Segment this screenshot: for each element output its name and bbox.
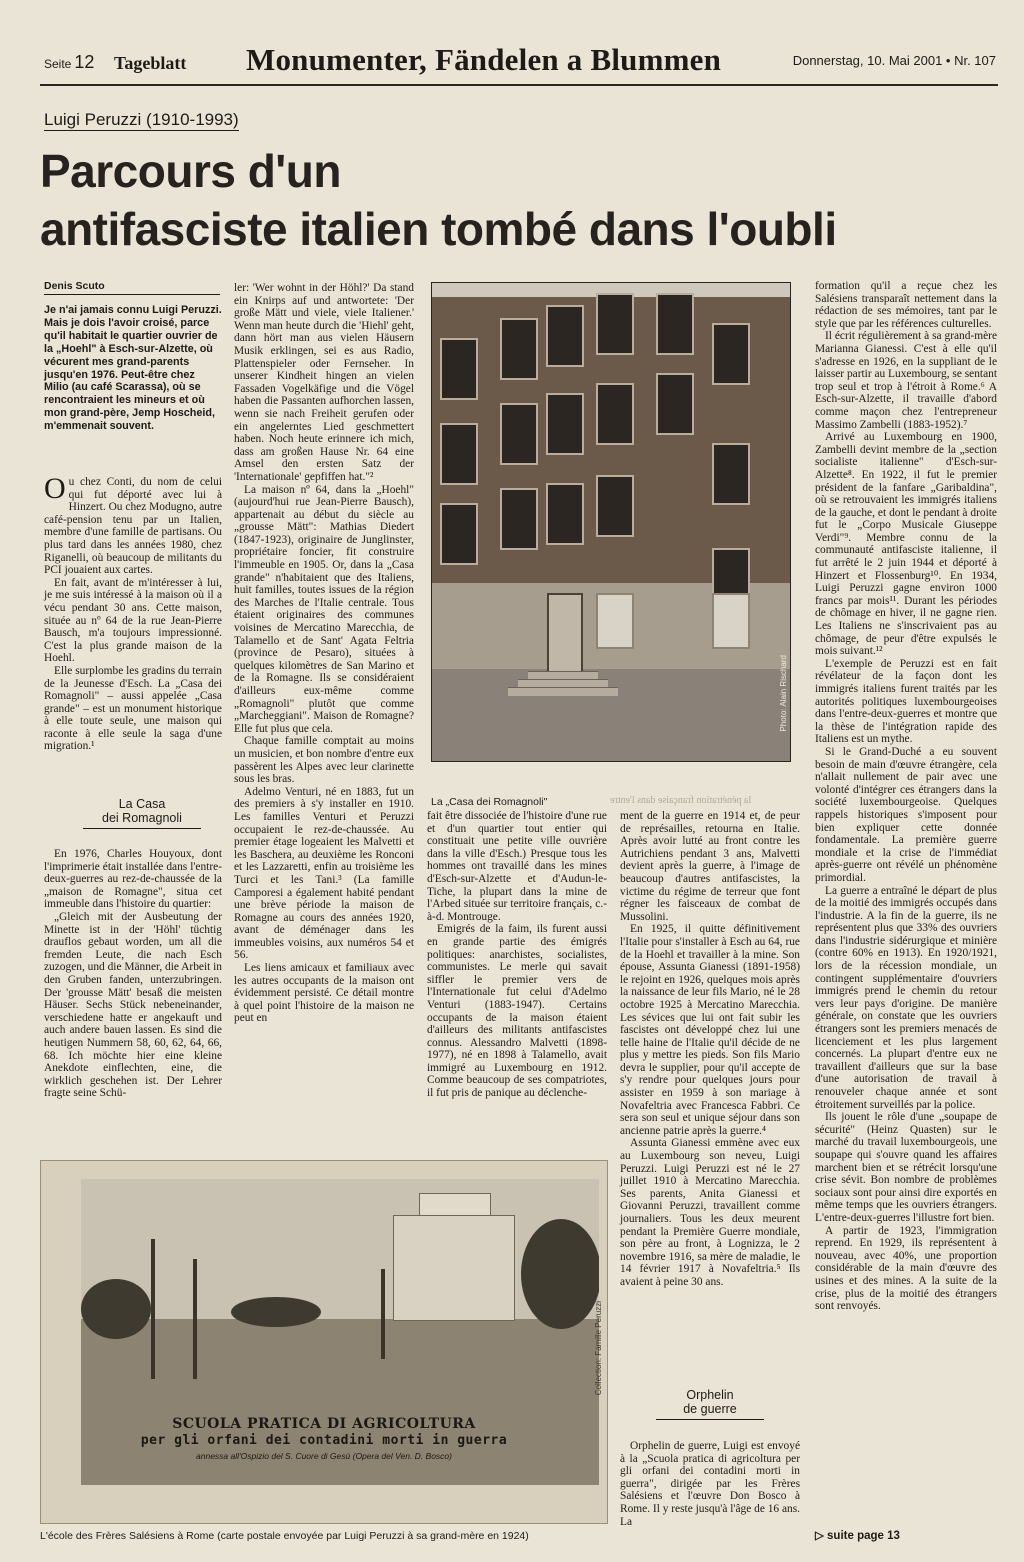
photo-caption: La „Casa dei Romagnoli" [431,796,548,808]
headline-line-1: Parcours d'un [40,145,341,197]
paragraph: En 1925, il quitte définitivement l'Italie pour s'installer à Esch au 64, rue de la Hoehl et travailler à la mine. Son épouse, Assunta Gianessi (1891-1958) le rejoint en 1926, quelques mois après la naissance de leur fils Mario, né le 28 octobre 1925 à Mercatino Marecchia. Les sévices que lui ont fait subir les fascistes ont développé chez lui une telle haine de l'Italie qu'il décide de ne plus y mettre les pieds. Son fils Mario devra le supplier, pour qu'il accepte de s'y rendre pour quelques jours pour assister en 1959 à son mariage à Novafeltria avec Francesca Fabbri. Ce sera son seul et unique séjour dans son ancienne patrie après la guerre.⁴ [620,923,800,1137]
subhead-orphelin: Orphelin de guerre [620,1388,800,1416]
paragraph: Si le Grand-Duché a eu souvent besoin de main d'œuvre étrangère, cela n'allait nullement de pair avec une volonté d'intégrer ces étrangers dans la société luxembourgeoise. Quelques rappels historiques s'imposent pour bien expliquer cette donnée fondamentale. La première guerre mondiale et la crise de l'immédiat après-guerre ont révélé un phénomène primordial. [815,745,997,884]
building-photo [431,282,791,762]
section-rubric: Monumenter, Fändelen a Blummen [246,42,722,77]
paragraph: Chaque famille comptait au moins un musicien, et bon nombre d'entre eux passèrent les Alpes avec leur clarinette sous les bras. [234,735,414,786]
headline [40,142,1000,258]
paragraph: En fait, avant de m'intéresser à lui, je me suis intéressé à la maison où il a vécu pendant 30 ans. Cette maison, située au nº 64 de la rue Jean-Pierre Bausch, m'a toujours impressionné. C'est la plus grande maison de la Hoehl. [44,576,222,665]
kicker: Luigi Peruzzi (1910-1993) [44,110,239,129]
column-3 [427,810,607,1100]
show-through-text: la pénétration française dans l'entre [610,795,752,806]
paragraph: Ou chez Conti, du nom de celui qui fut déporté avec lui à Hinzert. Ou chez Modugno, autre café-pension tenu par un Italien, membre d'une famille de partisans. Ou plus tard dans les années 1980, chez Riganelli, où beaucoup de militants du PCI jouaient aux cartes. [44,472,222,577]
paragraph: L'exemple de Peruzzi est en fait révélateur de la façon dont les immigrés italiens furent traités par les autorités politiques luxembourgeoises dans l'entre-deux-guerres et montre que la thèse de l'intégration rapide des Italiens est un mythe. [815,657,997,746]
headline-line-2: antifasciste italien tombé dans l'oubli [40,203,837,255]
column-2 [234,282,414,1025]
postcard-caption: L'école des Frères Salésiens à Rome (carte postale envoyée par Luigi Peruzzi à sa grand-mère en 1924) [40,1530,529,1542]
paragraph: La maison nº 64, dans la „Hoehl" (aujourd'hui rue Jean-Pierre Bausch), appartenait au début du siècle au „grousse Mätt": Mathias Diedert (1847-1923), originaire de Junglinster, propriétaire foncier, fit construire l'immeuble en 1905. Or, dans la „Casa grande" n'habitaient que des Italiens, huit familles, toutes issues de la région des Marches de l'Italie centrale. Tous étaient originaires des communes voisines de Mercatino Marecchia, de Talamello et de Sant' Agata Feltria (province de Pesaro), situées à quelques kilomètres de San Marino et de la Romagne. Ils se considéraient d'ailleurs eux-même comme „Romagnoli" plutôt que comme „Marcheggiani". Maison de Romagne? Elle fut plus que cela. [234,483,414,735]
postcard-subtitle: per gli orfani dei contadini morti in guerra [140,1433,508,1448]
column-4-bottom [620,1440,800,1528]
newspaper-name: Tageblatt [114,53,187,73]
paragraph: Orphelin de guerre, Luigi est envoyé à la „Scuola pratica di agricoltura per gli orfani dei contadini morti in guerra", dirigée par les Frères Salésiens et l'œuvre Don Bosco à Rome. Il y reste jusqu'à l'âge de 16 ans. La [620,1440,800,1528]
paragraph: En 1976, Charles Houyoux, dont l'imprimerie était installée dans l'entre-deux-guerres au rez-de-chaussée de la „maison de Romagne", situa cet immeuble dans l'histoire du quartier: [44,848,222,911]
page-number: Seite 12 [44,52,95,72]
paragraph: Assunta Gianessi emmène avec eux au Luxembourg son neveu, Luigi Peruzzi. Luigi Peruzzi est né le 27 juillet 1910 à Mercatino Marecchia. Ses parents, Anita Gianessi et Giovanni Peruzzi, travaillent comme journaliers. Tous les deux meurent pendant la Première Guerre mondiale, son père au front, à Lognizza, le 2 novembre 1916, sa mère de maladie, le 14 février 1917 à Novafeltria.⁵ Ils avaient à peine 30 ans. [620,1137,800,1288]
issue-date: Donnerstag, 10. Mai 2001 • Nr. 107 [792,53,996,68]
paragraph: formation qu'il a reçue chez les Salésiens transparaît nettement dans la rédaction de ses mémoires, tant par le style que par les références culturelles. [815,280,997,330]
postcard-note: annessa all'Ospizio del S. Cuore di Gesù (Opera del Ven. D. Bosco) [196,1451,452,1461]
column-5 [815,280,997,1313]
byline: Denis Scuto [44,280,220,295]
page-header [40,40,998,86]
paragraph: ment de la guerre en 1914 et, de peur de représailles, retourna en Italie. Après avoir lutté au front contre les Autrichiens pendant 3 ans, Malvetti devient après la guerre, à l'image de beaucoup d'autres antifascistes, la victime du régime de terreur que font régner les faisceaux de combat de Mussolini. [620,810,800,923]
postcard-title: SCUOLA PRATICA DI AGRICOLTURA [172,1416,476,1432]
drop-cap: O [44,472,66,505]
postcard-image [40,1160,608,1524]
postcard-credit: Collection: Famille Peruzzi [594,1301,603,1396]
paragraph: Adelmo Venturi, né en 1883, fut un des premiers à s'y installer en 1910. Les familles Venturi et Peruzzi occupaient le rez-de-chaussée. Au premier étage logeaient les Malvetti et les Baschera, au deuxième les Ronconi et les Lazzaretti, enfin au troisième les Turci et les Tani.³ (La famille Camporesi a également habité pendant une brève période la maison de Romagne au cours des années 1920, avant de déménager dans les immeubles voisins, aux numéros 54 et 56. [234,785,414,962]
column-4 [620,810,800,1289]
quote-paragraph: „Gleich mit der Ausbeutung der Minette ist in der 'Höhl' tüchtig drauflos gebaut worden, um all die fremden Leute, die nach Esch zuzogen, und die Männer, die Arbeit in den Gruben fanden, unterzubringen. Der 'grousse Mätt' besaß die meisten Häuser. Sechs Stück nebeneinander, verschiedene hatte er angekauft und auch andere bauen lassen. Es sind die heutigen Nummern 58, 60, 62, 64, 66, 68. Ich möchte hier eine kleine Anekdote einflechten, eine, die wirklich geschehen ist. Der Lehrer fragte seine Schü- [44,910,222,1100]
continued-link[interactable]: ▷ suite page 13 [815,1530,900,1542]
paragraph: A partir de 1923, l'immigration reprend. En 1929, ils représentent à nouveau, avec 40%, une proportion considérable de la main d'œuvre des usines et des mines. A la suite de la crise, plus de la moitié des étrangers sont renvoyés. [815,1224,997,1313]
paragraph: Ils jouent le rôle d'une „soupape de sécurité" (Heinz Quasten) sur le marché du travail luxembourgeois, une soupape qui s'ouvre quand les affaires marchent bien et se rétrécit lorsqu'une crise sévit. Bon nombre de problèmes sociaux sont pour ainsi dire exportés en même temps que les ouvriers étrangers. L'entre-deux-guerres l'illustre fort bien. [815,1111,997,1224]
paragraph: Arrivé au Luxembourg en 1900, Zambelli devint membre de la „section socialiste italienne" d'Esch-sur-Alzette⁸. En 1922, il fut le premier président de la fanfare „Garibaldina", où se retrouvaient les immigrés italiens de la gauche, et dont le pendant à droite fut le „Corpo Musicale Giuseppe Verdi"⁹. Membre connu de la communauté antifasciste italienne, il fut arrêté le 2 juin 1944 et déporté à Hinzert et Flossenburg¹⁰. En 1934, Luigi Peruzzi gagne environ 1000 francs par mois¹¹. Durant les périodes de chômage en hiver, il ne gagne rien. Les Italiens ne s'inscrivaient pas au chômage, de peur d'être expulsés le mois suivant.¹² [815,431,997,658]
paragraph: ler: 'Wer wohnt in der Höhl?' Da stand ein Knirps auf und antwortete: 'Der große Mätt und viele, viele Italiener.' Wenn man heute durch die 'Hiehl' geht, dann hört man aus vielen Häusern Musik erklingen, sei es aus Radio, Plattenspieler oder Fernseher. In unserer Kindheit hingen an vielen Fassaden Vogelkäfige und die Vögel haben die Passanten aufhorchen lassen, wenn sie nach Freiheit gerufen oder ein angelerntes Lied geschmettert haben. Noch heute erinnere ich mich, dass am großen Hause Nr. 64 eine Amsel den ersten Satz der 'Internationale' gepfiffen hat."² [234,282,414,483]
column-1-bottom [44,848,222,1100]
paragraph: fait être dissociée de l'histoire d'une rue et d'un quartier tout entier qui constituait une petite ville ouvrière dans la ville d'Esch.) Presque tous les hommes ont travaillé dans les mines d'Esch-sur-Alzette et d'Audun-le-Tiche, la plupart dans la mine de l'Arbed située sur territoire français, c.-à-d. Montrouge. [427,810,607,923]
paragraph: Elle surplombe les gradins du terrain de la Jeunesse d'Esch. La „Casa dei Romagnoli" – aussi appelée „Casa grande" – est un monument historique à elle toute seule, une maison qui raconte à elle seule la saga d'une migration.¹ [44,664,222,753]
subhead-casa: La Casa dei Romagnoli [44,797,240,825]
paragraph: La guerre a entraîné le départ de plus de la moitié des immigrés occupés dans l'industrie. A la fin de la guerre, ils ne représentent plus que 33% des ouvriers dans l'industrie sidérurgique et minière (contre 60% en 1913). En 1920/1921, lors de la récession mondiale, un contingent supplémentaire d'ouvriers immigrés prend le chemin du retour vers leur pays d'origine. De manière générale, on constate que les ouvriers étrangers sont les premiers menacés de licenciement et les plus largement concernés. La plupart d'entre eux ne travaillent d'ailleurs que sur la base d'une autorisation de travail à renouveler chaque année et sont étroitement surveillés par la police. [815,884,997,1111]
photo-credit: Photo: Alain Rischard [779,654,788,731]
paragraph: Il écrit régulièrement à sa grand-mère Marianna Gianessi. C'est à elle qu'il s'adresse en 1926, en la suppliant de le laisser partir au Luxembourg, se sentant trop seul et trop à l'étroit à Rome.⁶ A Esch-sur-Alzette, il travaille d'abord comme maçon chez l'entrepreneur Massimo Zambelli (1883-1952).⁷ [815,330,997,431]
column-1-top [44,472,222,753]
lead-paragraph: Je n'ai jamais connu Luigi Peruzzi. Mais je dois l'avoir croisé, parce qu'il habitait le quartier ouvrier de la „Hoehl" à Esch-sur-Alzette, où vécurent mes grand-parents jusqu'en 1976. Peut-être chez Milio (au café Scarassa), où se rencontraient les mineurs et où mon grand-père, Jemp Hoscheid, m'emmenait souvent. [44,304,222,433]
paragraph: Emigrés de la faim, ils furent aussi en grande partie des émigrés politiques: anarchistes, socialistes, communistes. Le merle qui savait siffler le premier vers de l'Internationale fut celui d'Adelmo Venturi (1883-1947). Certains occupants de la maison étaient d'ailleurs des militants antifascistes connus. Alessandro Malvetti (1898-1977), né en 1898 à Talamello, avait immigré au Luxembourg en 1912. Comme beaucoup de ses compatriotes, il fut pris de panique au déclenche- [427,923,607,1100]
paragraph: Les liens amicaux et familiaux avec les autres occupants de la maison ont évidemment persisté. Ce détail montre à quel point l'histoire de la maison ne peut en [234,962,414,1025]
